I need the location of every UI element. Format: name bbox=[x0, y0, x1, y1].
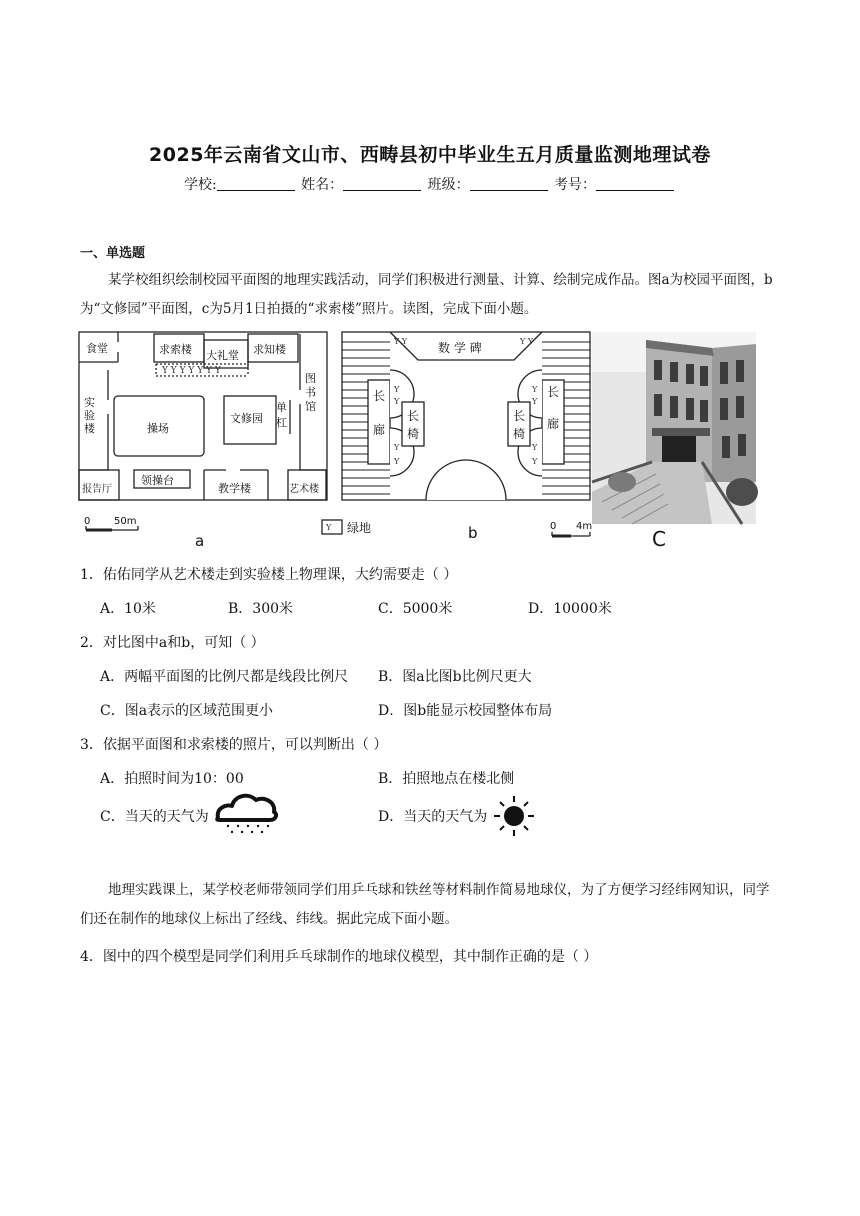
svg-text:Y: Y bbox=[394, 397, 400, 406]
q1-option-b[interactable]: B．300米 bbox=[228, 601, 294, 617]
school-blank[interactable] bbox=[217, 176, 295, 191]
svg-text:Y Y: Y Y bbox=[520, 337, 534, 346]
label-corridor-r2: 廊 bbox=[547, 417, 560, 431]
svg-text:Y: Y bbox=[394, 457, 400, 466]
question-1-stem: 1．佑佑同学从艺术楼走到实验楼上物理课，大约需要走（ ） bbox=[80, 567, 458, 583]
class-label: 班级： bbox=[427, 177, 470, 193]
label-library: 图书馆 bbox=[305, 372, 316, 413]
label-playground: 操场 bbox=[147, 422, 169, 435]
label-bench-r1: 长 bbox=[513, 409, 526, 423]
svg-text:Y Y: Y Y bbox=[394, 337, 408, 346]
label-corridor-l2: 廊 bbox=[373, 423, 386, 437]
label-corridor-l1: 长 bbox=[373, 389, 386, 403]
school-label: 学校: bbox=[183, 177, 217, 193]
q2-option-c[interactable]: C．图a表示的区域范围更小 bbox=[100, 703, 274, 719]
figure-label-c: C bbox=[652, 527, 666, 551]
q1-option-d[interactable]: D．10000米 bbox=[528, 601, 612, 617]
label-canteen: 食堂 bbox=[86, 342, 108, 355]
student-info-line bbox=[0, 174, 860, 194]
label-bench-r2: 椅 bbox=[513, 427, 526, 441]
question-3-stem: 3．依据平面图和求索楼的照片，可以判断出（ ） bbox=[80, 737, 388, 753]
svg-text:Y Y Y Y Y Y Y: Y Y Y Y Y Y Y bbox=[162, 366, 221, 376]
figure-label-b: b bbox=[468, 524, 478, 542]
q3-option-c[interactable]: C．当天的天气为 bbox=[100, 809, 209, 825]
legend-green-label: 绿地 bbox=[347, 521, 372, 535]
rain-cloud-icon bbox=[214, 790, 280, 836]
svg-text:Y: Y bbox=[532, 443, 538, 452]
label-report-hall: 报告厅 bbox=[82, 484, 112, 495]
q3-option-a[interactable]: A．拍照时间为10：00 bbox=[100, 771, 244, 787]
label-bench-l1: 长 bbox=[407, 409, 420, 423]
label-arts: 艺术楼 bbox=[289, 484, 319, 495]
figure-label-a: a bbox=[195, 532, 205, 550]
class-blank[interactable] bbox=[470, 176, 548, 191]
q3-option-b[interactable]: B．拍照地点在楼北侧 bbox=[378, 771, 515, 787]
label-wenxiu: 文修园 bbox=[230, 412, 263, 425]
map-b bbox=[326, 330, 593, 552]
svg-text:Y: Y bbox=[394, 385, 400, 394]
exam-title: 2025年云南省文山市、西畴县初中毕业生五月质量监测地理试卷 bbox=[149, 144, 711, 166]
label-lab-building: 实验楼 bbox=[84, 396, 95, 435]
svg-text:Y: Y bbox=[532, 385, 538, 394]
scale-a-end: 50m bbox=[114, 516, 137, 527]
svg-text:Y: Y bbox=[532, 457, 538, 466]
question-2-stem: 2．对比图中a和b，可知（ ） bbox=[80, 635, 265, 651]
scale-b-zero: 0 bbox=[550, 521, 557, 532]
q2-option-b[interactable]: B．图a比图b比例尺更大 bbox=[378, 669, 532, 685]
scale-b-end: 4m bbox=[576, 521, 593, 532]
label-bench-l2: 椅 bbox=[407, 427, 420, 441]
label-qiuzhi: 求知楼 bbox=[253, 343, 286, 356]
svg-text:Y: Y bbox=[394, 443, 400, 452]
passage-2: 地理实践课上，某学校老师带领同学们用乒乓球和铁丝等材料制作简易地球仪，为了方便学习经纬网知识，同学们还在制作的地球仪上标出了经线、纬线。据此完成下面小题。 bbox=[80, 882, 770, 927]
label-corridor-r1: 长 bbox=[547, 385, 560, 399]
q1-option-a[interactable]: A．10米 bbox=[100, 601, 156, 617]
map-a bbox=[78, 330, 330, 552]
name-blank[interactable] bbox=[343, 176, 421, 191]
scale-a-zero: 0 bbox=[84, 516, 91, 527]
q2-option-d[interactable]: D．图b能显示校园整体布局 bbox=[378, 703, 553, 719]
id-label: 考号： bbox=[554, 177, 597, 193]
q2-option-a[interactable]: A．两幅平面图的比例尺都是线段比例尺 bbox=[100, 669, 349, 685]
sun-icon bbox=[492, 794, 536, 838]
label-stage: 领操台 bbox=[141, 474, 174, 487]
name-label: 姓名： bbox=[301, 177, 344, 193]
label-bars: 单杠 bbox=[276, 401, 287, 429]
id-blank[interactable] bbox=[596, 176, 674, 191]
question-4-stem: 4．图中的四个模型是同学们利用乒乓球制作的地球仪模型，其中制作正确的是（ ） bbox=[80, 949, 598, 965]
label-qiusuo: 求索楼 bbox=[159, 343, 192, 356]
passage-1: 某学校组织绘制校园平面图的地理实践活动，同学们积极进行测量、计算、绘制完成作品。图a为校园平面图，b为“文修园”平面图，c为5月1日拍摄的“求索楼”照片。读图，完成下面小题。 bbox=[80, 272, 773, 317]
section-title: 一、单选题 bbox=[80, 246, 146, 261]
q1-option-c[interactable]: C．5000米 bbox=[378, 601, 453, 617]
label-auditorium: 大礼堂 bbox=[206, 349, 239, 362]
svg-text:Y: Y bbox=[532, 397, 538, 406]
label-teaching: 教学楼 bbox=[218, 482, 251, 495]
photo-c bbox=[592, 332, 756, 554]
label-monument: 数 学 碑 bbox=[438, 341, 482, 355]
q3-option-d[interactable]: D．当天的天气为 bbox=[378, 809, 488, 825]
svg-text:Y: Y bbox=[326, 523, 332, 532]
